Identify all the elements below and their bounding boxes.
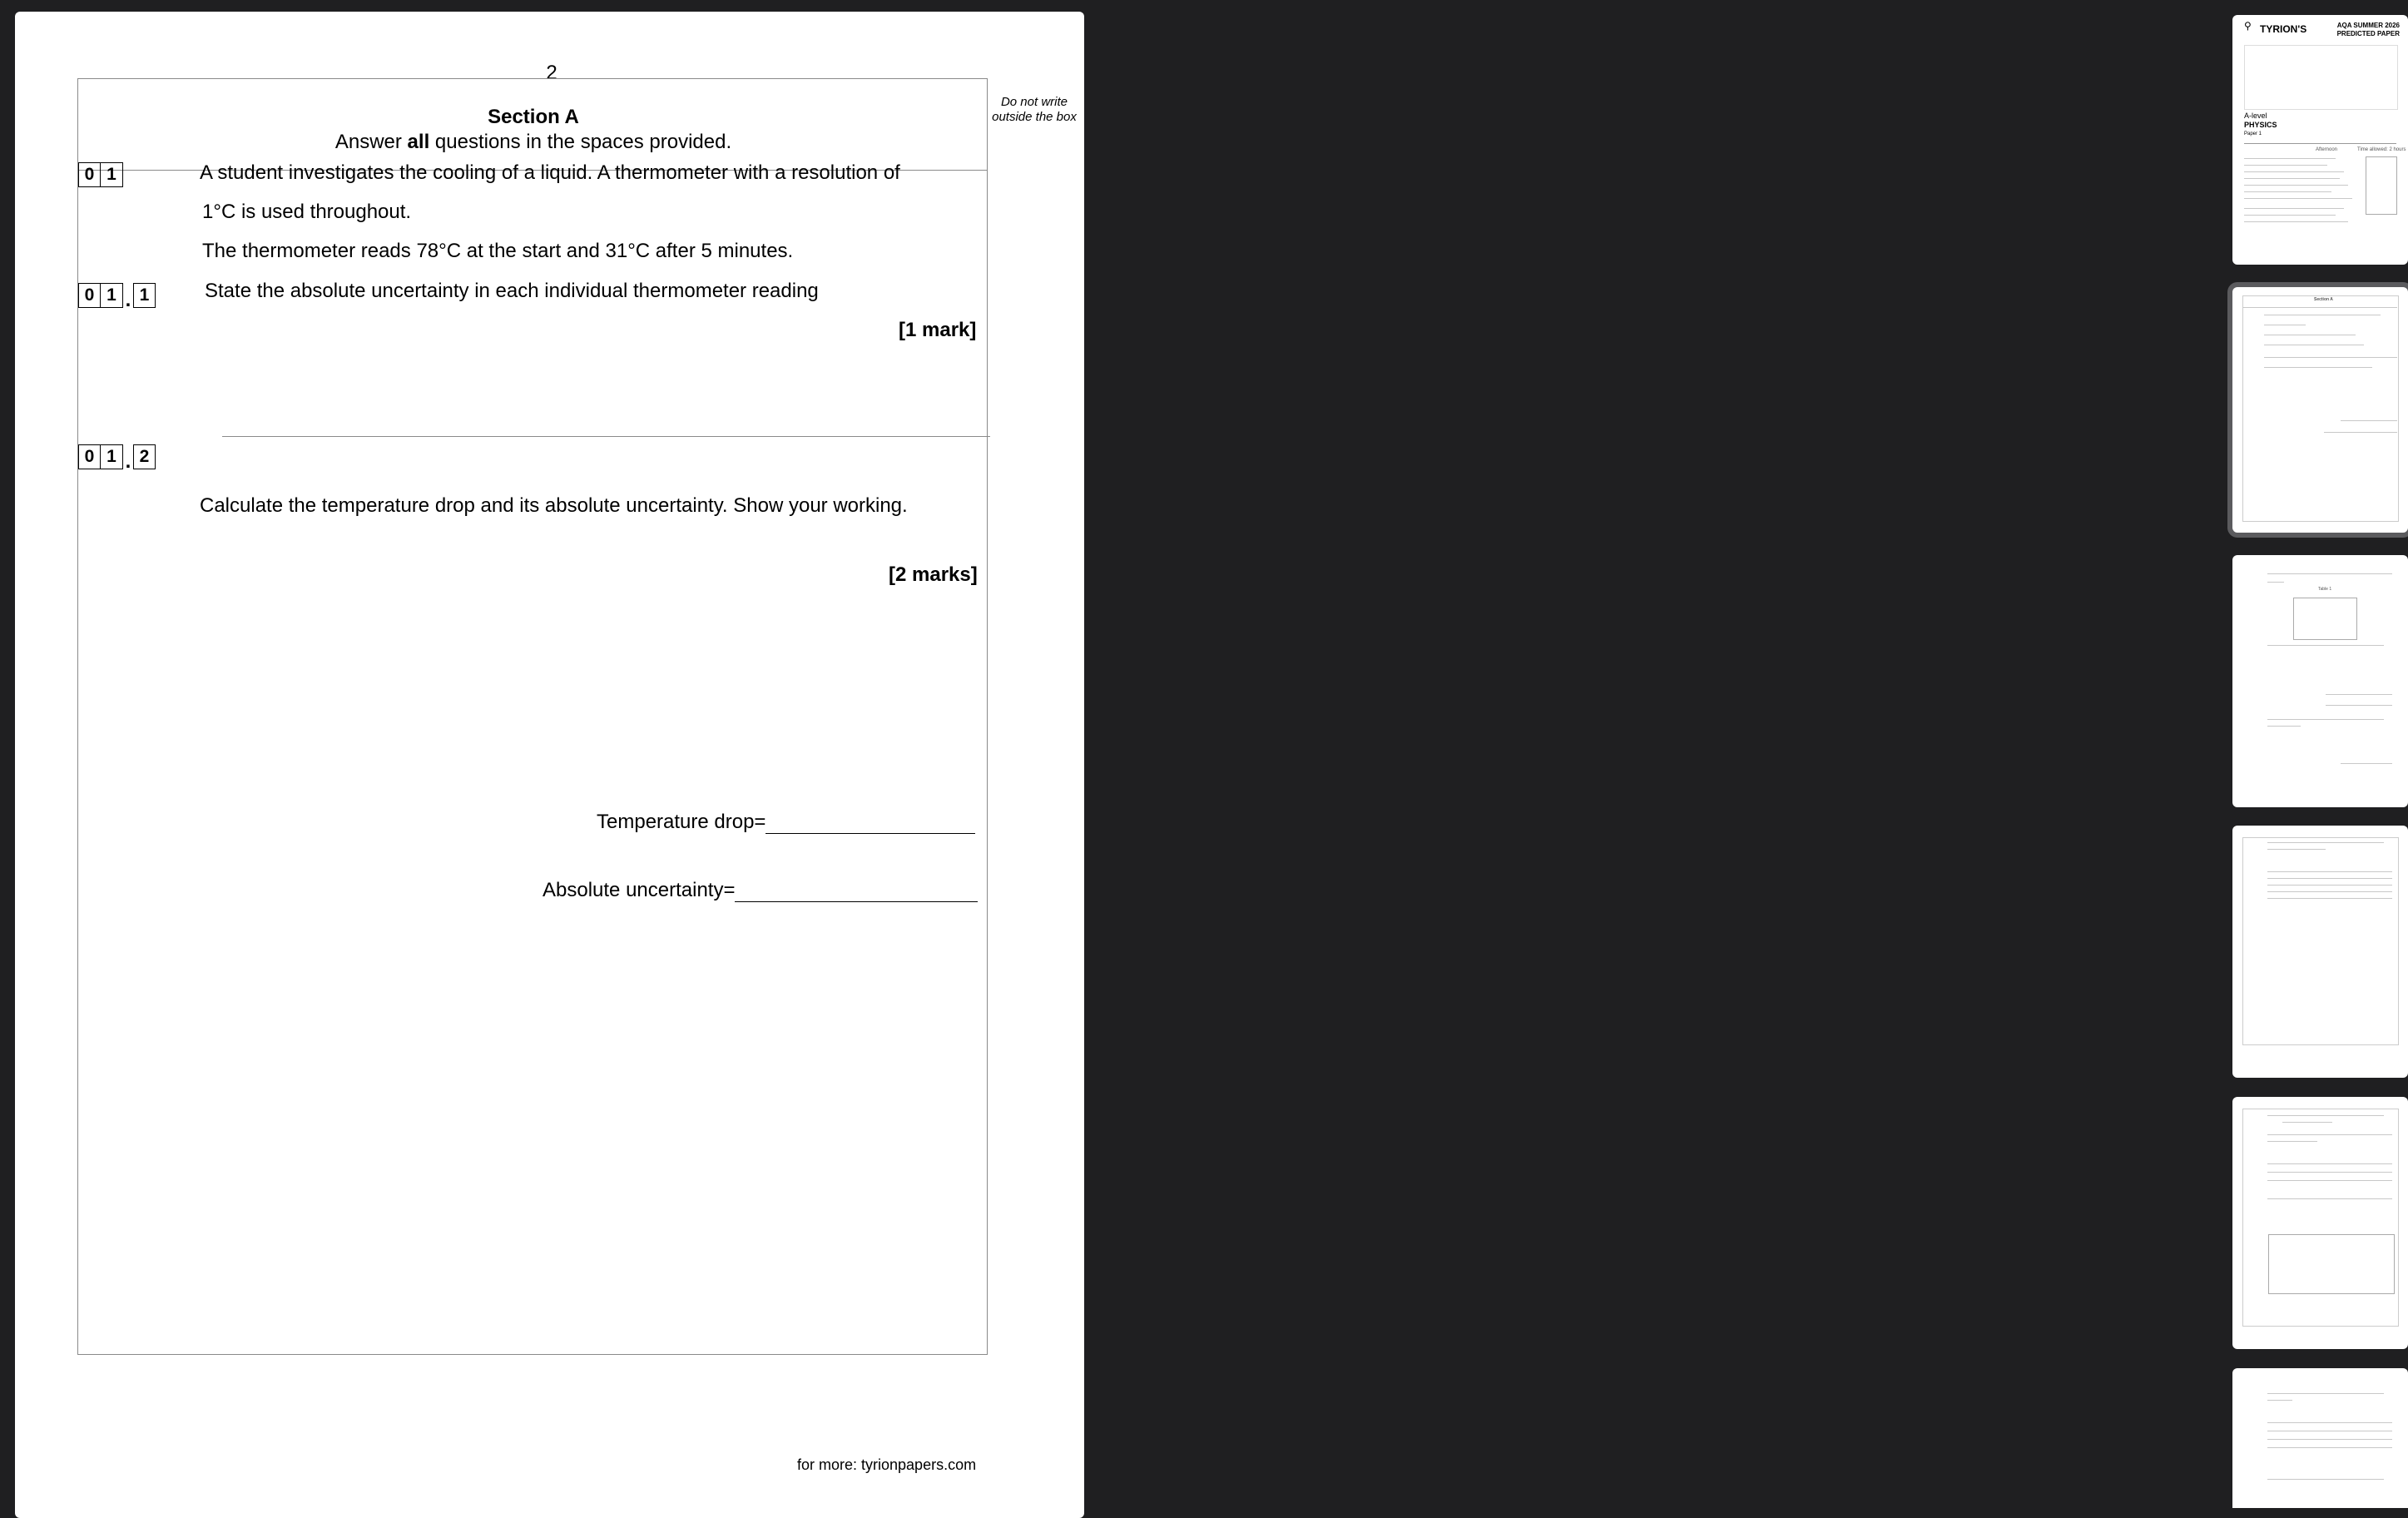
question-number-01 [78, 162, 123, 187]
thumb-brand: TYRION'S [2260, 23, 2307, 35]
footer-link[interactable]: for more: tyrionpapers.com [797, 1456, 977, 1473]
page-thumbnail-sidebar[interactable] [1115, 0, 2406, 1508]
answer-box [77, 78, 988, 1355]
thumb-series [2337, 22, 2400, 38]
question-01-1-text: State the absolute uncertainty in each individual thermometer reading [205, 280, 819, 302]
section-instruction-prefix: Answer [334, 131, 408, 153]
thumb-paper: Paper 1 [2244, 131, 2262, 136]
question-digit: 1 [101, 444, 123, 469]
section-title: Section A [488, 106, 579, 128]
question-digit: 0 [78, 162, 101, 187]
document-page [15, 12, 1084, 1518]
thumb-examiner-table [2366, 156, 2397, 215]
thumb-subject [2244, 112, 2277, 139]
temperature-drop-answer[interactable] [597, 811, 975, 834]
thumb-time: Time allowed: 2 hours [2357, 147, 2406, 152]
section-instruction-bold: all [407, 131, 430, 153]
question-01-1-marks: [1 mark] [899, 319, 977, 341]
page-number: 2 [546, 62, 557, 84]
thumb-subject-name: PHYSICS [2244, 121, 2277, 129]
question-01-2-marks: [2 marks] [889, 563, 978, 586]
thumbnail-page-1[interactable] [2232, 15, 2408, 265]
question-number-01-2 [78, 439, 156, 473]
thumbnail-page-3[interactable] [2232, 555, 2408, 807]
question-sub-digit: 1 [133, 283, 156, 308]
question-number-01-1 [78, 278, 156, 311]
thumb-series-line1: AQA SUMMER 2026 [2336, 22, 2400, 29]
thumb-table [2293, 598, 2357, 640]
question-dot: . [125, 450, 131, 473]
absolute-uncertainty-answer[interactable] [543, 879, 978, 902]
thumb-session: Afternoon [2316, 147, 2338, 152]
temperature-drop-blank[interactable] [766, 815, 975, 834]
thumbnail-page-4[interactable] [2232, 826, 2408, 1078]
absolute-uncertainty-blank[interactable] [735, 883, 978, 902]
thumbnail-page-2[interactable] [2232, 287, 2408, 533]
thumb-candidate-box [2244, 45, 2398, 110]
thumbnail-page-6[interactable] [2232, 1368, 2408, 1508]
question-digit: 0 [78, 283, 101, 308]
thumb-page2-title: Section A [2314, 297, 2333, 302]
margin-note: Do not write outside the box [992, 95, 1077, 124]
section-instruction-suffix: questions in the spaces provided. [429, 131, 732, 153]
question-dot: . [125, 289, 131, 311]
thumb-table-title: Table 1 [2318, 587, 2332, 592]
temperature-drop-label: Temperature drop= [597, 811, 766, 833]
question-01-2-text: Calculate the temperature drop and its absolute uncertainty. Show your working. [200, 494, 908, 517]
answer-line[interactable] [222, 436, 990, 437]
question-digit: 1 [101, 283, 123, 308]
question-digit: 1 [101, 162, 123, 187]
thumbnail-page-5[interactable] [2232, 1097, 2408, 1349]
thumb-series-line2: PREDICTED PAPER [2336, 30, 2400, 37]
question-01-text-line3: The thermometer reads 78°C at the start and 31°C after 5 minutes. [202, 240, 794, 262]
question-sub-digit: 2 [133, 444, 156, 469]
absolute-uncertainty-label: Absolute uncertainty= [543, 879, 736, 901]
thumb-level: A-level [2244, 112, 2267, 120]
question-digit: 0 [78, 444, 101, 469]
question-01-text-line2: 1°C is used throughout. [202, 201, 412, 223]
thumb-conservation-table [2268, 1234, 2395, 1294]
section-instruction [78, 131, 988, 154]
question-01-text-line1: A student investigates the cooling of a liquid. A thermometer with a resolution of [200, 161, 900, 184]
lightbulb-icon: ⚲ [2244, 20, 2252, 32]
